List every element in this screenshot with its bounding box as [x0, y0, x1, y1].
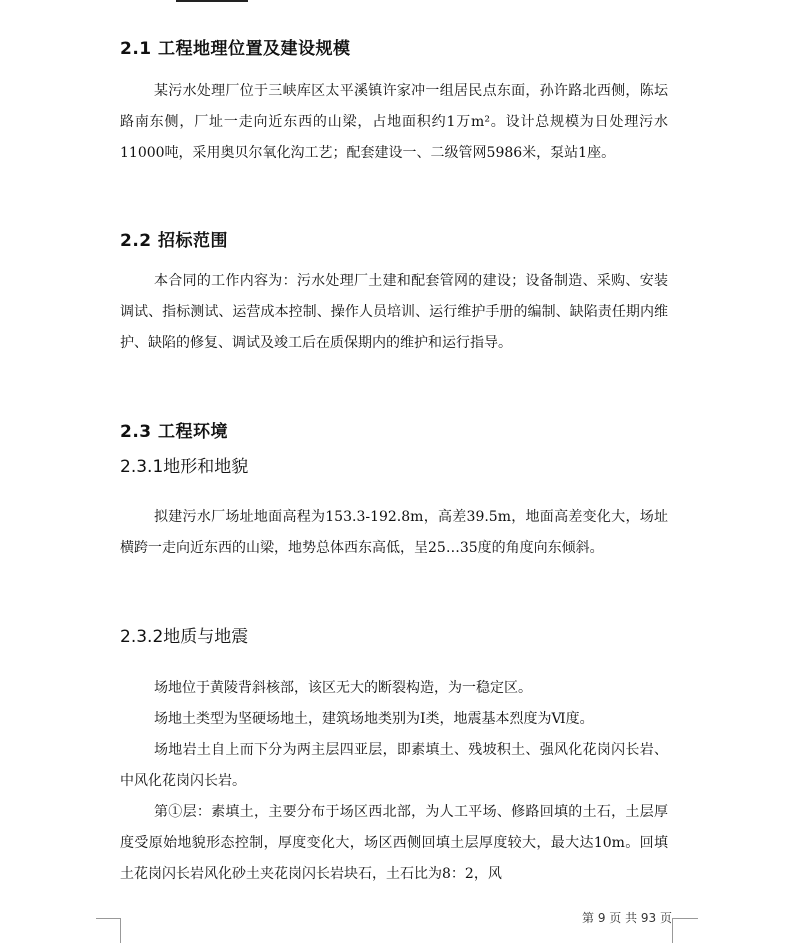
page-number: 第 9 页 共 93 页	[582, 911, 672, 925]
footer-corner-right-v	[672, 918, 673, 943]
paragraph-2-3-2-d: 第①层：素填土，主要分布于场区西北部，为人工平场、修路回填的土石，土层厚度受原始地貌形态控制，厚度变化大，场区西侧回填土层厚度较大，最大达10m。回填土花岗闪长岩风化砂土夹花岗闪长岩块石，土石比为8：2，风	[120, 804, 668, 882]
heading-2-3: 2.3 工程环境	[120, 422, 229, 442]
paragraph-2-2: 本合同的工作内容为：污水处理厂土建和配套管网的建设；设备制造、采购、安装调试、指标测试、运营成本控制、操作人员培训、运行维护手册的编制、缺陷责任期内维护、缺陷的修复、调试及竣工后在质保期内的维护和运行指导。	[120, 273, 668, 351]
heading-2-3-2: 2.3.2地质与地震	[120, 627, 249, 647]
heading-2-3-1: 2.3.1地形和地貌	[120, 457, 249, 477]
paragraph-2-3-2-b: 场地土类型为坚硬场地土，建筑场地类别为Ⅰ类，地震基本烈度为Ⅵ度。	[154, 711, 594, 727]
heading-2-1: 2.1 工程地理位置及建设规模	[120, 39, 351, 59]
top-underline-mark	[176, 0, 248, 2]
paragraph-2-3-2-c: 场地岩土自上而下分为两主层四亚层，即素填土、残坡积土、强风化花岗闪长岩、中风化花岗闪长岩。	[120, 742, 668, 789]
paragraph-2-3-1: 拟建污水厂场址地面高程为153.3-192.8m，高差39.5m，地面高差变化大，场址横跨一走向近东西的山梁，地势总体西东高低，呈25…35度的角度向东倾斜。	[120, 509, 668, 556]
footer-corner-left-v	[120, 918, 121, 943]
footer-corner-left-h	[96, 918, 120, 919]
footer-corner-right-h	[672, 918, 698, 919]
paragraph-2-3-2-a: 场地位于黄陵背斜核部，该区无大的断裂构造，为一稳定区。	[154, 680, 532, 696]
heading-2-2: 2.2 招标范围	[120, 231, 229, 251]
paragraph-2-1: 某污水处理厂位于三峡库区太平溪镇许家冲一组居民点东面，孙许路北西侧，陈坛路南东侧，厂址一走向近东西的山梁，占地面积约1万m²。设计总规模为日处理污水11000吨，采用奥贝尔氧化沟工艺；配套建设一、二级管网5986米，泵站1座。	[120, 83, 668, 161]
